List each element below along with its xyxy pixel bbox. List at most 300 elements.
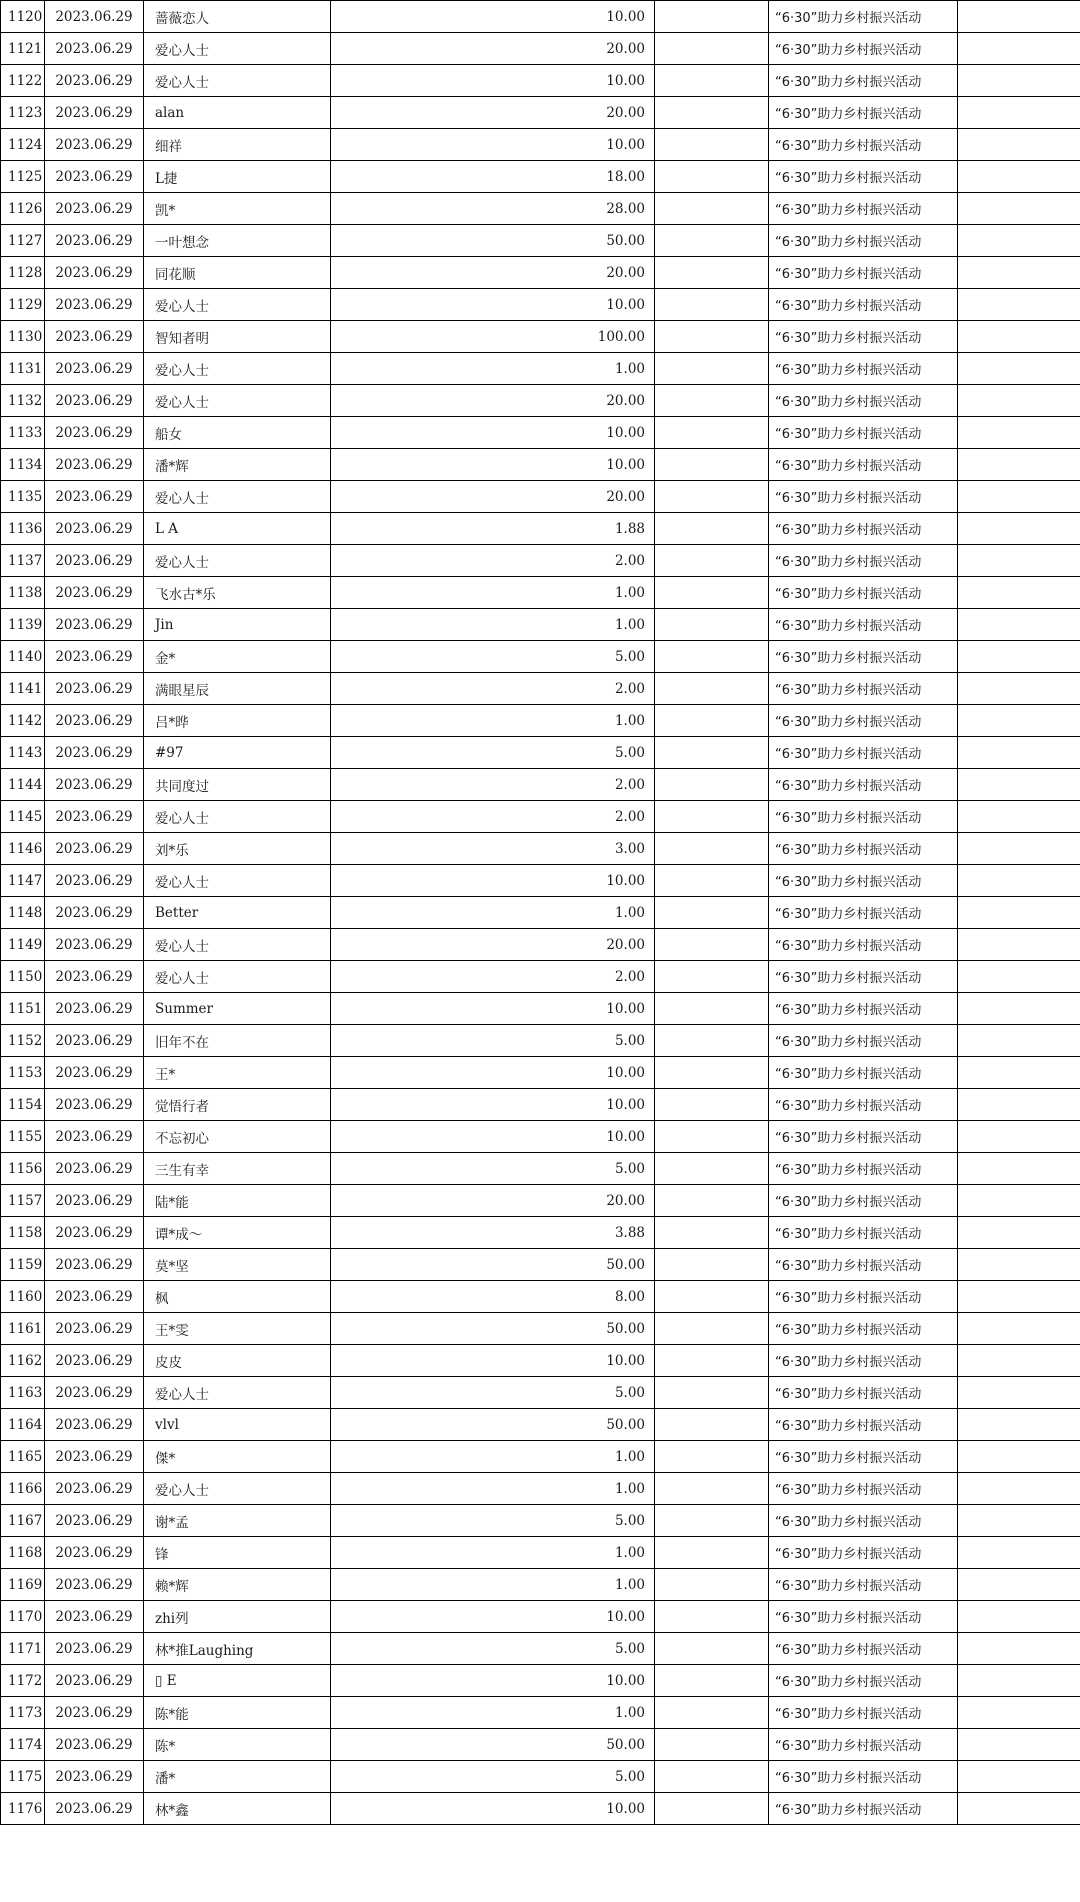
donor-name: 爱心人士 [144,289,331,321]
donor-name: 爱心人士 [144,1473,331,1505]
donation-amount: 10.00 [331,1793,655,1825]
donor-name: vlvl [144,1409,331,1441]
donation-date: 2023.06.29 [45,609,144,641]
donation-amount: 10.00 [331,1089,655,1121]
donor-name: 爱心人士 [144,385,331,417]
table-row [1,1601,1080,1633]
row-number: 1164 [1,1409,45,1441]
row-number: 1172 [1,1665,45,1697]
table-row [1,385,1080,417]
activity-name: “6·30”助力乡村振兴活动 [769,449,958,481]
donor-name: 共同度过 [144,769,331,801]
activity-name: “6·30”助力乡村振兴活动 [769,321,958,353]
activity-name: “6·30”助力乡村振兴活动 [769,481,958,513]
empty-cell [958,321,1080,353]
donation-date: 2023.06.29 [45,1249,144,1281]
donation-date: 2023.06.29 [45,161,144,193]
donor-name: 蔷薇恋人 [144,1,331,33]
activity-name: “6·30”助力乡村振兴活动 [769,1057,958,1089]
donation-date: 2023.06.29 [45,1505,144,1537]
table-row [1,1729,1080,1761]
activity-name: “6·30”助力乡村振兴活动 [769,641,958,673]
donation-amount: 10.00 [331,1,655,33]
empty-cell [655,321,769,353]
empty-cell [958,897,1080,929]
donor-name: 王* [144,1057,331,1089]
donor-name: 旧年不在 [144,1025,331,1057]
row-number: 1145 [1,801,45,833]
activity-name: “6·30”助力乡村振兴活动 [769,577,958,609]
empty-cell [655,1249,769,1281]
empty-cell [958,193,1080,225]
donor-name: 莫*坚 [144,1249,331,1281]
row-number: 1128 [1,257,45,289]
row-number: 1153 [1,1057,45,1089]
table-row [1,1089,1080,1121]
donor-name: 王*雯 [144,1313,331,1345]
activity-name: “6·30”助力乡村振兴活动 [769,353,958,385]
donor-name: Jin [144,609,331,641]
activity-name: “6·30”助力乡村振兴活动 [769,1537,958,1569]
activity-name: “6·30”助力乡村振兴活动 [769,769,958,801]
empty-cell [655,577,769,609]
table-row [1,289,1080,321]
donor-name: 觉悟行者 [144,1089,331,1121]
donor-name: 潘* [144,1761,331,1793]
table-row [1,865,1080,897]
activity-name: “6·30”助力乡村振兴活动 [769,1633,958,1665]
donation-amount: 20.00 [331,1185,655,1217]
table-row [1,449,1080,481]
empty-cell [655,1473,769,1505]
activity-name: “6·30”助力乡村振兴活动 [769,1761,958,1793]
activity-name: “6·30”助力乡村振兴活动 [769,833,958,865]
empty-cell [655,961,769,993]
table-row [1,1249,1080,1281]
activity-name: “6·30”助力乡村振兴活动 [769,1281,958,1313]
empty-cell [958,417,1080,449]
donation-date: 2023.06.29 [45,897,144,929]
row-number: 1161 [1,1313,45,1345]
donor-name: 吕*晔 [144,705,331,737]
empty-cell [958,801,1080,833]
donor-name: 枫 [144,1281,331,1313]
activity-name: “6·30”助力乡村振兴活动 [769,1025,958,1057]
row-number: 1130 [1,321,45,353]
table-row [1,769,1080,801]
donation-date: 2023.06.29 [45,769,144,801]
empty-cell [655,1537,769,1569]
empty-cell [655,801,769,833]
table-row [1,1025,1080,1057]
activity-name: “6·30”助力乡村振兴活动 [769,865,958,897]
donation-date: 2023.06.29 [45,1729,144,1761]
activity-name: “6·30”助力乡村振兴活动 [769,801,958,833]
empty-cell [958,545,1080,577]
donation-date: 2023.06.29 [45,193,144,225]
row-number: 1126 [1,193,45,225]
donation-date: 2023.06.29 [45,865,144,897]
activity-name: “6·30”助力乡村振兴活动 [769,1377,958,1409]
empty-cell [655,1025,769,1057]
empty-cell [655,1377,769,1409]
row-number: 1141 [1,673,45,705]
empty-cell [958,1121,1080,1153]
empty-cell [655,385,769,417]
empty-cell [655,65,769,97]
activity-name: “6·30”助力乡村振兴活动 [769,1697,958,1729]
activity-name: “6·30”助力乡村振兴活动 [769,1601,958,1633]
activity-name: “6·30”助力乡村振兴活动 [769,1793,958,1825]
donation-date: 2023.06.29 [45,673,144,705]
donor-name: 林*推Laughing [144,1633,331,1665]
empty-cell [958,449,1080,481]
donation-date: 2023.06.29 [45,1473,144,1505]
table-row [1,545,1080,577]
donation-amount: 10.00 [331,993,655,1025]
row-number: 1158 [1,1217,45,1249]
donation-amount: 5.00 [331,641,655,673]
donation-date: 2023.06.29 [45,705,144,737]
donation-amount: 10.00 [331,417,655,449]
table-row [1,1185,1080,1217]
activity-name: “6·30”助力乡村振兴活动 [769,65,958,97]
empty-cell [655,1,769,33]
donation-amount: 10.00 [331,65,655,97]
donation-amount: 20.00 [331,97,655,129]
table-row [1,321,1080,353]
donation-date: 2023.06.29 [45,833,144,865]
empty-cell [958,129,1080,161]
row-number: 1144 [1,769,45,801]
donation-amount: 10.00 [331,865,655,897]
row-number: 1120 [1,1,45,33]
activity-name: “6·30”助力乡村振兴活动 [769,1665,958,1697]
activity-name: “6·30”助力乡村振兴活动 [769,673,958,705]
row-number: 1137 [1,545,45,577]
donation-date: 2023.06.29 [45,1793,144,1825]
donation-amount: 18.00 [331,161,655,193]
row-number: 1146 [1,833,45,865]
row-number: 1152 [1,1025,45,1057]
table-row [1,1345,1080,1377]
table-row [1,1441,1080,1473]
donation-amount: 1.00 [331,897,655,929]
empty-cell [655,449,769,481]
empty-cell [655,225,769,257]
donation-amount: 50.00 [331,1249,655,1281]
donation-amount: 3.88 [331,1217,655,1249]
row-number: 1131 [1,353,45,385]
donation-amount: 50.00 [331,1313,655,1345]
donation-date: 2023.06.29 [45,1121,144,1153]
empty-cell [958,1313,1080,1345]
row-number: 1160 [1,1281,45,1313]
row-number: 1136 [1,513,45,545]
table-row [1,1633,1080,1665]
donor-name: 林*鑫 [144,1793,331,1825]
row-number: 1156 [1,1153,45,1185]
empty-cell [655,257,769,289]
empty-cell [655,417,769,449]
donation-date: 2023.06.29 [45,1697,144,1729]
donor-name: 陈*能 [144,1697,331,1729]
row-number: 1163 [1,1377,45,1409]
row-number: 1157 [1,1185,45,1217]
donation-amount: 28.00 [331,193,655,225]
row-number: 1140 [1,641,45,673]
empty-cell [655,865,769,897]
table-row [1,1313,1080,1345]
empty-cell [958,929,1080,961]
row-number: 1171 [1,1633,45,1665]
empty-cell [655,1345,769,1377]
donor-name: 爱心人士 [144,929,331,961]
empty-cell [958,289,1080,321]
donation-date: 2023.06.29 [45,289,144,321]
empty-cell [655,513,769,545]
empty-cell [958,1601,1080,1633]
donation-date: 2023.06.29 [45,65,144,97]
donation-amount: 2.00 [331,961,655,993]
empty-cell [655,1409,769,1441]
empty-cell [655,33,769,65]
donation-amount: 1.00 [331,1697,655,1729]
row-number: 1150 [1,961,45,993]
donation-date: 2023.06.29 [45,737,144,769]
activity-name: “6·30”助力乡村振兴活动 [769,1505,958,1537]
empty-cell [655,1441,769,1473]
row-number: 1168 [1,1537,45,1569]
empty-cell [958,1633,1080,1665]
donation-amount: 20.00 [331,481,655,513]
activity-name: “6·30”助力乡村振兴活动 [769,545,958,577]
row-number: 1159 [1,1249,45,1281]
table-row [1,353,1080,385]
donor-name: 陈* [144,1729,331,1761]
activity-name: “6·30”助力乡村振兴活动 [769,1121,958,1153]
donor-name: 一叶想念 [144,225,331,257]
empty-cell [655,289,769,321]
donor-name: L捷 [144,161,331,193]
donation-date: 2023.06.29 [45,257,144,289]
activity-name: “6·30”助力乡村振兴活动 [769,1185,958,1217]
table-row [1,1505,1080,1537]
donation-amount: 5.00 [331,737,655,769]
table-row [1,129,1080,161]
row-number: 1121 [1,33,45,65]
donor-name: alan [144,97,331,129]
donor-name: 锋 [144,1537,331,1569]
donation-date: 2023.06.29 [45,1537,144,1569]
donor-name: 陆*能 [144,1185,331,1217]
table-row [1,1,1080,33]
activity-name: “6·30”助力乡村振兴活动 [769,737,958,769]
donation-amount: 10.00 [331,1601,655,1633]
donation-amount: 1.00 [331,577,655,609]
empty-cell [958,737,1080,769]
donation-amount: 1.00 [331,1441,655,1473]
empty-cell [958,865,1080,897]
table-row [1,1409,1080,1441]
donation-date: 2023.06.29 [45,1761,144,1793]
donation-date: 2023.06.29 [45,481,144,513]
table-row [1,1761,1080,1793]
donation-date: 2023.06.29 [45,1441,144,1473]
empty-cell [655,1153,769,1185]
empty-cell [655,1761,769,1793]
donor-name: 爱心人士 [144,865,331,897]
empty-cell [958,609,1080,641]
empty-cell [655,161,769,193]
empty-cell [958,641,1080,673]
donation-date: 2023.06.29 [45,1601,144,1633]
donation-amount: 50.00 [331,1729,655,1761]
empty-cell [958,1281,1080,1313]
table-row [1,193,1080,225]
activity-name: “6·30”助力乡村振兴活动 [769,33,958,65]
donation-date: 2023.06.29 [45,1185,144,1217]
table-row [1,1281,1080,1313]
empty-cell [958,705,1080,737]
row-number: 1135 [1,481,45,513]
donor-name: 飞水古*乐 [144,577,331,609]
table-row [1,417,1080,449]
donation-amount: 5.00 [331,1505,655,1537]
empty-cell [958,97,1080,129]
donor-name: 爱心人士 [144,545,331,577]
empty-cell [958,1057,1080,1089]
row-number: 1154 [1,1089,45,1121]
donor-name: 谭*成～ [144,1217,331,1249]
table-row [1,481,1080,513]
table-row [1,705,1080,737]
empty-cell [958,257,1080,289]
donation-amount: 1.00 [331,1537,655,1569]
donation-amount: 2.00 [331,801,655,833]
row-number: 1123 [1,97,45,129]
donation-amount: 5.00 [331,1025,655,1057]
empty-cell [958,481,1080,513]
table-row [1,1537,1080,1569]
donation-date: 2023.06.29 [45,1633,144,1665]
row-number: 1176 [1,1793,45,1825]
empty-cell [958,1409,1080,1441]
donation-amount: 20.00 [331,929,655,961]
donation-date: 2023.06.29 [45,1025,144,1057]
activity-name: “6·30”助力乡村振兴活动 [769,289,958,321]
donation-date: 2023.06.29 [45,545,144,577]
donor-name: 船女 [144,417,331,449]
empty-cell [655,353,769,385]
donation-date: 2023.06.29 [45,33,144,65]
empty-cell [958,961,1080,993]
table-row [1,993,1080,1025]
donation-date: 2023.06.29 [45,1217,144,1249]
donation-amount: 10.00 [331,289,655,321]
donation-date: 2023.06.29 [45,225,144,257]
empty-cell [655,897,769,929]
activity-name: “6·30”助力乡村振兴活动 [769,1089,958,1121]
empty-cell [958,1697,1080,1729]
activity-name: “6·30”助力乡村振兴活动 [769,1217,958,1249]
activity-name: “6·30”助力乡村振兴活动 [769,705,958,737]
donor-name: 满眼星辰 [144,673,331,705]
donor-name: 凯* [144,193,331,225]
table-row [1,225,1080,257]
empty-cell [958,65,1080,97]
row-number: 1133 [1,417,45,449]
donor-name: #97 [144,737,331,769]
empty-cell [958,33,1080,65]
activity-name: “6·30”助力乡村振兴活动 [769,1153,958,1185]
table-row [1,737,1080,769]
row-number: 1162 [1,1345,45,1377]
donation-date: 2023.06.29 [45,1569,144,1601]
donation-amount: 50.00 [331,225,655,257]
row-number: 1169 [1,1569,45,1601]
empty-cell [655,1121,769,1153]
donation-amount: 3.00 [331,833,655,865]
row-number: 1170 [1,1601,45,1633]
donor-name: 爱心人士 [144,353,331,385]
empty-cell [655,545,769,577]
empty-cell [655,1057,769,1089]
donor-name: 智知者明 [144,321,331,353]
donation-amount: 10.00 [331,1345,655,1377]
empty-cell [655,1217,769,1249]
table-row [1,513,1080,545]
donation-amount: 10.00 [331,1665,655,1697]
activity-name: “6·30”助力乡村振兴活动 [769,961,958,993]
empty-cell [655,673,769,705]
empty-cell [958,513,1080,545]
row-number: 1129 [1,289,45,321]
row-number: 1143 [1,737,45,769]
empty-cell [958,673,1080,705]
donation-amount: 5.00 [331,1761,655,1793]
donor-name: 三生有幸 [144,1153,331,1185]
activity-name: “6·30”助力乡村振兴活动 [769,1249,958,1281]
donor-name: Summer [144,993,331,1025]
empty-cell [655,193,769,225]
activity-name: “6·30”助力乡村振兴活动 [769,385,958,417]
donor-name: Better [144,897,331,929]
donation-amount: 1.00 [331,609,655,641]
empty-cell [655,641,769,673]
empty-cell [958,1665,1080,1697]
table-row [1,577,1080,609]
donor-name: ▯ E [144,1665,331,1697]
donation-amount: 100.00 [331,321,655,353]
table-body [1,1,1080,1825]
donation-amount: 1.00 [331,1473,655,1505]
empty-cell [655,1281,769,1313]
donation-date: 2023.06.29 [45,1665,144,1697]
activity-name: “6·30”助力乡村振兴活动 [769,929,958,961]
donation-amount: 50.00 [331,1409,655,1441]
donation-amount: 20.00 [331,33,655,65]
table-row [1,833,1080,865]
donor-name: 不忘初心 [144,1121,331,1153]
table-row [1,33,1080,65]
donation-amount: 10.00 [331,1121,655,1153]
empty-cell [655,1729,769,1761]
activity-name: “6·30”助力乡村振兴活动 [769,1,958,33]
empty-cell [958,161,1080,193]
donation-date: 2023.06.29 [45,1089,144,1121]
row-number: 1174 [1,1729,45,1761]
